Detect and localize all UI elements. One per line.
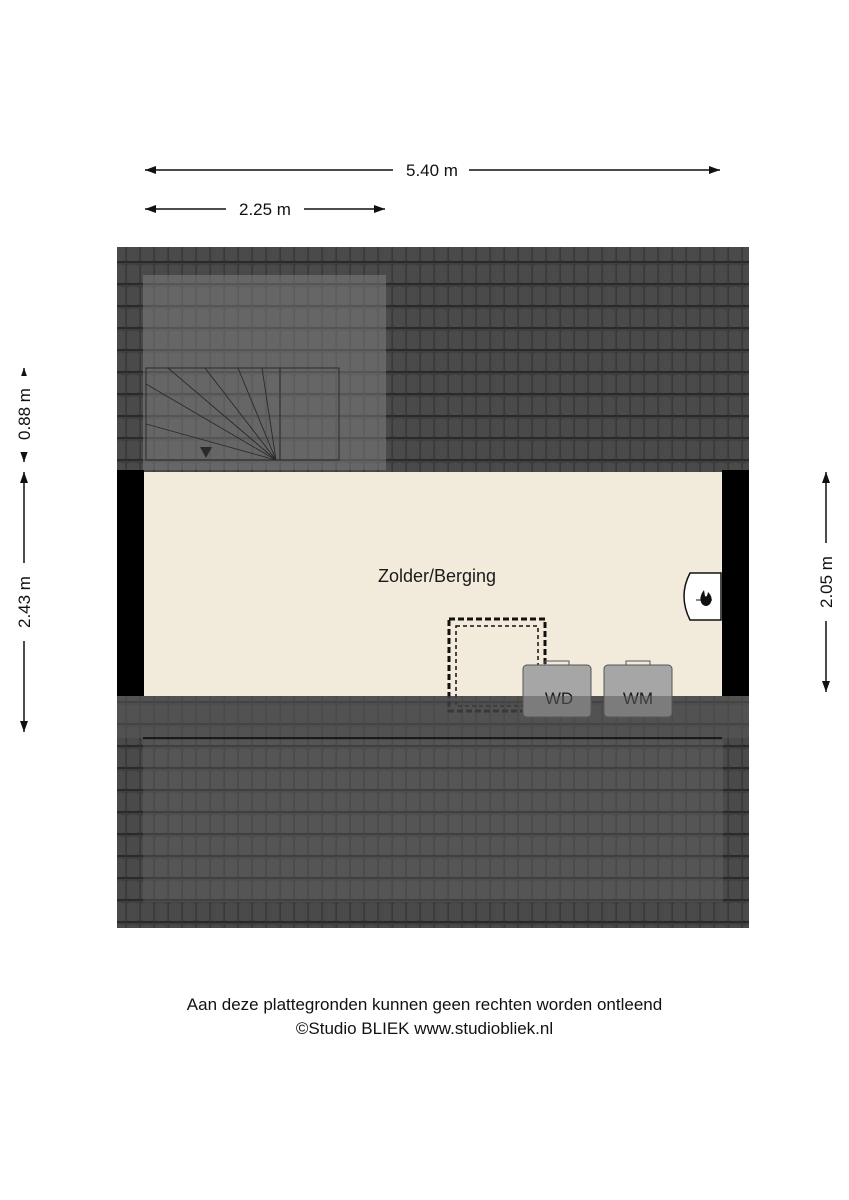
disclaimer-text: Aan deze plattegronden kunnen geen rechten worden ontleend bbox=[186, 995, 663, 1014]
boiler bbox=[684, 573, 721, 620]
dimension-left-lower bbox=[12, 472, 36, 732]
dimension-left-upper bbox=[12, 368, 36, 462]
stair-opening bbox=[143, 275, 386, 470]
dim-label-left-upper: 0.88 m bbox=[15, 388, 34, 440]
dimension-partial-width bbox=[145, 197, 385, 221]
dim-label-right: 2.05 m bbox=[817, 556, 836, 608]
dim-label-left-lower: 2.43 m bbox=[15, 576, 34, 628]
room-label: Zolder/Berging bbox=[377, 566, 497, 586]
left-wall bbox=[117, 470, 144, 696]
dimension-right bbox=[814, 472, 838, 692]
lower-roof-section bbox=[143, 740, 723, 902]
dimension-total-width bbox=[145, 158, 720, 182]
knee-wall-band bbox=[117, 696, 749, 738]
credit-text: ©Studio BLIEK www.studiobliek.nl bbox=[295, 1019, 554, 1038]
dim-label-partial-width: 2.25 m bbox=[239, 200, 291, 219]
right-wall bbox=[722, 470, 749, 696]
dim-label-total-width: 5.40 m bbox=[406, 161, 458, 180]
